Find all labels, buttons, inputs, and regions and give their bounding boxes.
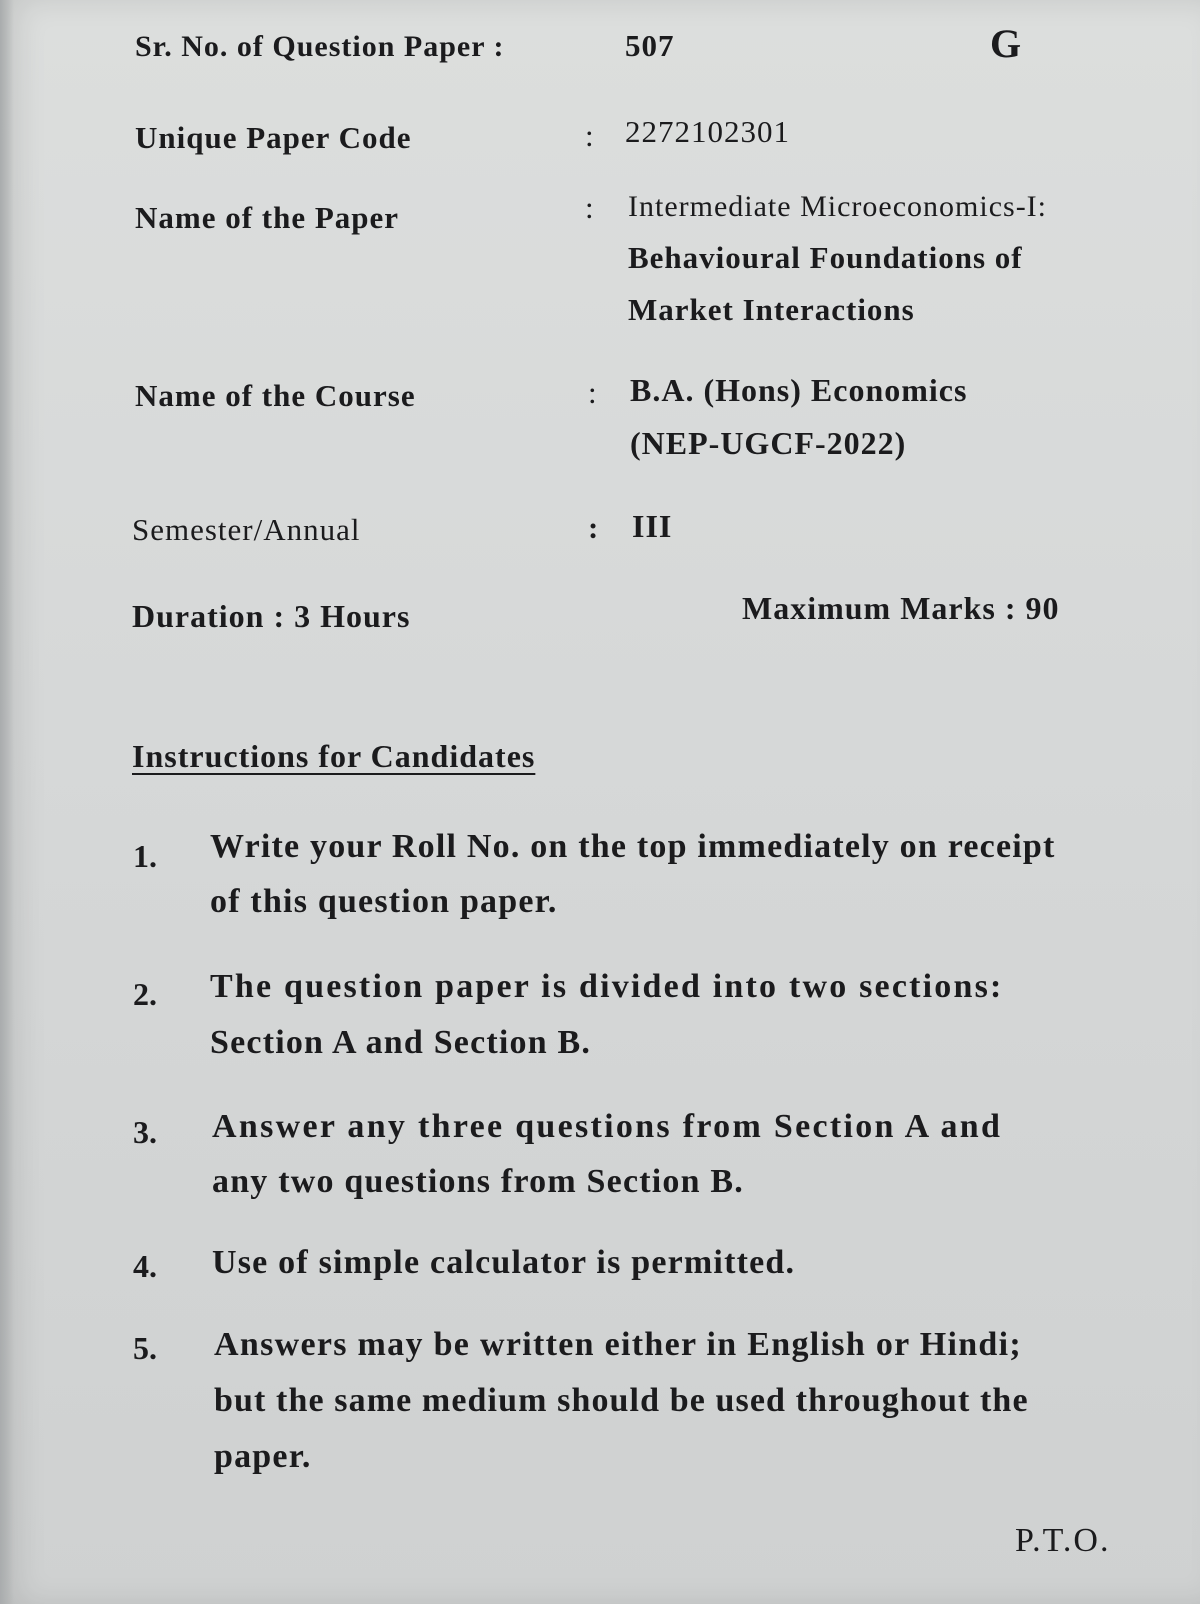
- semester-label: Semester/Annual: [132, 512, 361, 547]
- paper-name-label: Name of the Paper: [135, 200, 400, 235]
- instruction-1-number: 1.: [133, 838, 157, 874]
- paper-code-colon: :: [585, 118, 594, 153]
- course-line-2: (NEP-UGCF-2022): [630, 425, 907, 461]
- instruction-5-number: 5.: [133, 1330, 157, 1366]
- paper-code-value: 2272102301: [625, 114, 790, 149]
- instruction-5-line-3: paper.: [214, 1438, 312, 1475]
- instruction-1-line-2: of this question paper.: [210, 883, 558, 920]
- instruction-3-line-1: Answer any three questions from Section A and: [212, 1108, 1003, 1145]
- sr-no-label: Sr. No. of Question Paper :: [135, 30, 505, 63]
- instruction-4-number: 4.: [133, 1248, 157, 1284]
- paper-code-label: Unique Paper Code: [135, 120, 412, 155]
- sr-no-value: 507: [625, 28, 675, 63]
- maximum-marks: Maximum Marks : 90: [742, 590, 1060, 626]
- instruction-1-line-1: Write your Roll No. on the top immediately on receipt: [210, 828, 1056, 865]
- instruction-4-line-1: Use of simple calculator is permitted.: [212, 1244, 796, 1281]
- instruction-3-number: 3.: [133, 1114, 157, 1150]
- course-line-1: B.A. (Hons) Economics: [630, 372, 968, 408]
- instruction-2-line-2: Section A and Section B.: [210, 1024, 592, 1061]
- course-label: Name of the Course: [135, 378, 416, 413]
- instruction-5-line-1: Answers may be written either in English or Hindi;: [214, 1326, 1022, 1363]
- paper-name-line-1: Intermediate Microeconomics-I:: [628, 190, 1048, 223]
- instruction-2-number: 2.: [133, 976, 157, 1012]
- duration: Duration : 3 Hours: [132, 598, 411, 634]
- paper-name-line-2: Behavioural Foundations of: [628, 240, 1023, 275]
- paper-left-edge-shadow: [0, 0, 14, 1604]
- paper-name-line-3: Market Interactions: [628, 292, 915, 327]
- instruction-2-line-1: The question paper is divided into two sections:: [210, 968, 1004, 1005]
- instructions-heading: Instructions for Candidates: [132, 738, 536, 774]
- instruction-5-line-2: but the same medium should be used throughout the: [214, 1382, 1029, 1419]
- semester-colon: :: [588, 510, 599, 545]
- set-letter: G: [990, 21, 1022, 66]
- semester-value: III: [632, 508, 673, 544]
- paper-name-colon: :: [585, 190, 594, 225]
- instruction-3-line-2: any two questions from Section B.: [212, 1163, 745, 1200]
- course-colon: :: [588, 375, 597, 410]
- please-turn-over: P.T.O.: [1015, 1522, 1111, 1559]
